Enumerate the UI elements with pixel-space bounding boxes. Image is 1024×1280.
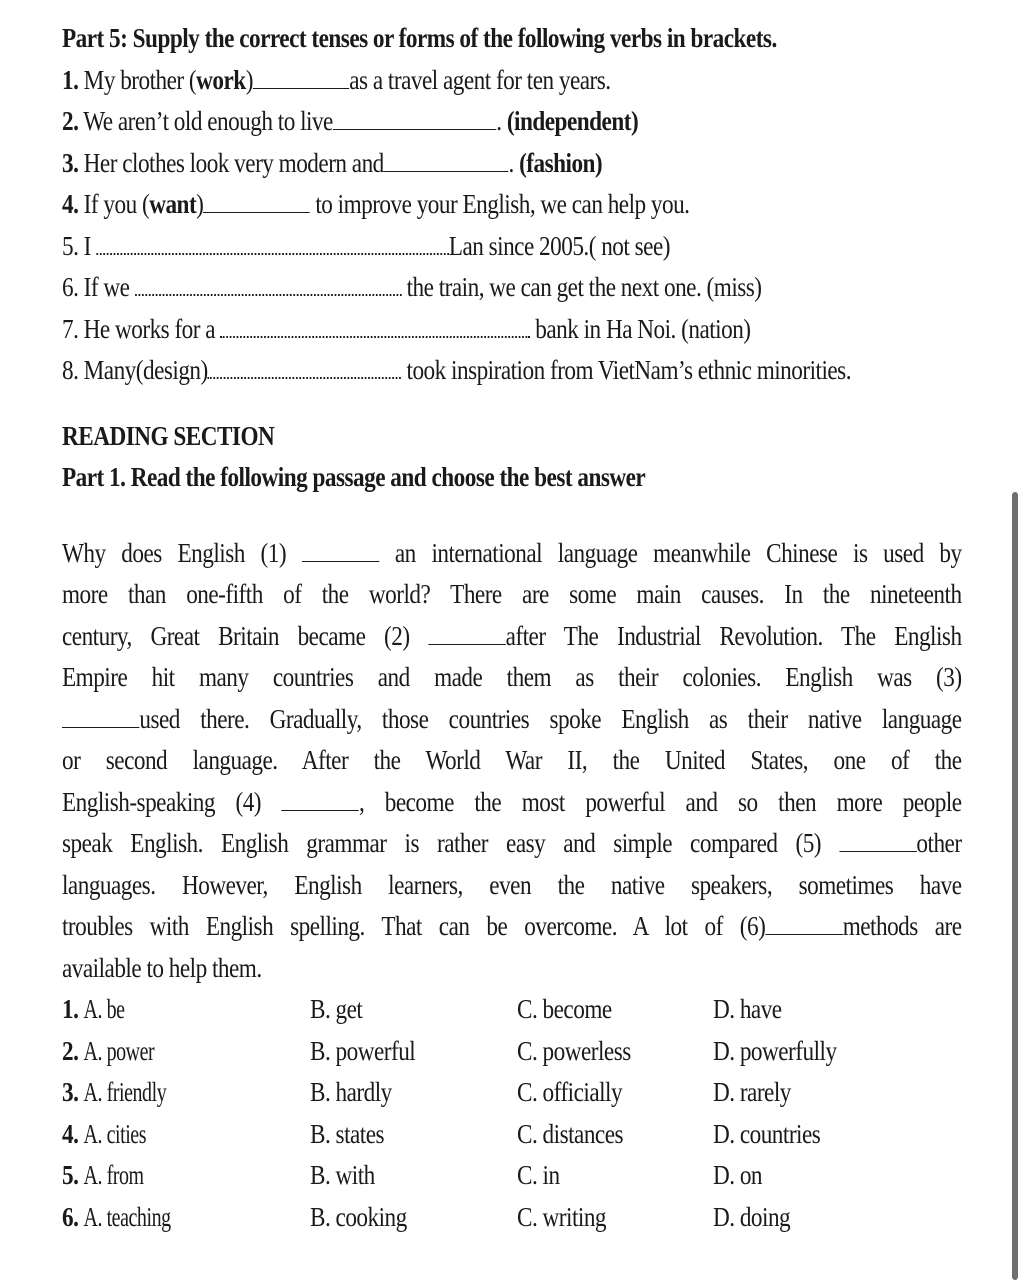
passage-blank-2[interactable] xyxy=(428,622,505,645)
option-b[interactable]: B. hardly xyxy=(310,1077,392,1107)
answer-blank[interactable] xyxy=(253,66,349,89)
verb-hint: want xyxy=(149,189,197,219)
passage-text: English-speaking (4) xyxy=(62,786,282,817)
answer-blank[interactable] xyxy=(333,107,496,130)
option-question xyxy=(62,989,131,1031)
answer-blank[interactable] xyxy=(203,190,310,213)
question-number: 6. xyxy=(62,1201,79,1232)
item-text: 6. If we xyxy=(62,272,135,302)
option-question xyxy=(62,1072,180,1114)
spacer xyxy=(62,392,962,416)
item-number: 4. xyxy=(62,189,79,219)
item-text: to improve your English, we can help you. xyxy=(310,189,690,219)
spacer xyxy=(62,499,962,533)
question-number: 5. xyxy=(62,1160,79,1190)
part5-item-6 xyxy=(62,267,836,309)
part5-title xyxy=(62,18,836,60)
part5-item-1 xyxy=(62,60,836,102)
passage-text: Why does English (1) xyxy=(62,537,302,568)
passage-text: speak English. English grammar is rather easy and simple compared (5) xyxy=(62,828,840,858)
part5-title-text: Part 5: Supply the correct tenses or forms of the following verbs in brackets. xyxy=(62,23,777,53)
part5-item-5 xyxy=(62,226,836,268)
option-c[interactable]: C. become xyxy=(517,994,612,1024)
option-c[interactable]: C. powerless xyxy=(517,1035,631,1066)
question-number: 1. xyxy=(62,994,79,1024)
option-c[interactable]: C. officially xyxy=(517,1077,623,1107)
passage-blank-4[interactable] xyxy=(282,788,359,811)
item-text: ) xyxy=(196,189,204,219)
passage-row xyxy=(62,948,962,990)
part5-item-2 xyxy=(62,101,836,143)
passage-text: used there. Gradually, those countries spoke English as their native language xyxy=(139,703,962,734)
option-question xyxy=(62,1155,154,1197)
passage-row xyxy=(62,740,962,782)
item-number: 3. xyxy=(62,147,79,178)
item-number: 2. xyxy=(62,106,79,136)
option-c[interactable]: C. distances xyxy=(517,1118,624,1149)
item-text: the train, we can get the next one. (miss) xyxy=(401,272,762,302)
option-a[interactable]: A. cities xyxy=(83,1118,147,1149)
option-b[interactable]: B. cooking xyxy=(310,1201,407,1232)
option-c[interactable]: C. writing xyxy=(517,1201,607,1232)
answer-dots[interactable] xyxy=(220,314,530,338)
option-a[interactable]: A. power xyxy=(83,1035,155,1066)
option-row-5 xyxy=(62,1155,962,1197)
item-text: as a travel agent for ten years. xyxy=(349,64,611,95)
option-d[interactable]: D. countries xyxy=(713,1118,821,1149)
answer-dots[interactable] xyxy=(208,355,402,379)
option-row-3 xyxy=(62,1072,962,1114)
option-d[interactable]: D. powerfully xyxy=(713,1035,837,1066)
option-a[interactable]: A. friendly xyxy=(83,1077,167,1107)
passage-text: other xyxy=(916,828,962,858)
passage-blank-1[interactable] xyxy=(302,539,379,562)
item-text: . xyxy=(508,147,520,178)
option-d[interactable]: D. have xyxy=(713,994,782,1024)
passage-text: more than one-fifth of the world? There are some main causes. In the nineteenth xyxy=(62,579,962,609)
option-a[interactable]: A. be xyxy=(83,994,125,1024)
option-a[interactable]: A. from xyxy=(83,1160,144,1190)
item-text: My brother ( xyxy=(78,64,197,95)
part5-item-3 xyxy=(62,143,836,185)
option-d[interactable]: D. rarely xyxy=(713,1077,791,1107)
verb-hint: (fashion) xyxy=(519,147,603,178)
option-b[interactable]: B. states xyxy=(310,1118,385,1149)
passage-text: methods are xyxy=(842,911,962,941)
option-b[interactable]: B. with xyxy=(310,1160,375,1190)
passage-blank-5[interactable] xyxy=(839,829,916,852)
reading-part1-title-text: Part 1. Read the following passage and choose the best answer xyxy=(62,462,646,492)
passage-text: after The Industrial Revolution. The English xyxy=(505,620,962,651)
option-row-1 xyxy=(62,989,962,1031)
option-question xyxy=(62,1197,185,1239)
passage-text: Empire hit many countries and made them as their colonies. English was (3) xyxy=(62,662,962,692)
item-text: 8. Many(design) xyxy=(62,355,208,385)
part5-item-8 xyxy=(62,350,851,392)
passage-row xyxy=(62,906,962,948)
question-number: 3. xyxy=(62,1077,79,1107)
passage-text: an international language meanwhile Chinese is used by xyxy=(379,537,962,568)
option-d[interactable]: D. on xyxy=(713,1160,763,1190)
item-number: 1. xyxy=(62,64,79,95)
passage-text: century, Great Britain became (2) xyxy=(62,620,429,651)
item-text: ) xyxy=(245,64,253,95)
option-b[interactable]: B. get xyxy=(310,994,363,1024)
passage-text: available to help them. xyxy=(62,952,262,983)
option-question xyxy=(62,1114,156,1156)
answer-dots[interactable] xyxy=(135,272,402,296)
passage-row xyxy=(62,657,962,699)
passage-text: troubles with English spelling. That can be overcome. A lot of (6) xyxy=(62,911,766,941)
question-number: 4. xyxy=(62,1118,79,1149)
item-text: 5. I xyxy=(62,230,97,261)
part5-item-4 xyxy=(62,184,836,226)
passage-row xyxy=(62,782,962,824)
reading-part1-title xyxy=(62,457,836,499)
passage-text: , become the most powerful and so then more people xyxy=(358,786,962,817)
item-text: Her clothes look very modern and xyxy=(78,147,384,178)
question-number: 2. xyxy=(62,1035,79,1066)
item-text: We aren’t old enough to live xyxy=(78,106,333,136)
item-text: bank in Ha Noi. (nation) xyxy=(529,313,751,344)
item-text: If you ( xyxy=(78,189,150,219)
option-a[interactable]: A. teaching xyxy=(83,1201,171,1232)
option-c[interactable]: C. in xyxy=(517,1160,560,1190)
passage-row xyxy=(62,533,962,575)
answer-dots[interactable] xyxy=(96,231,449,255)
passage-text: or second language. After the World War II, the United States, one of the xyxy=(62,745,962,775)
option-row-4 xyxy=(62,1114,962,1156)
worksheet-page xyxy=(62,18,962,1238)
item-text: took inspiration from VietNam’s ethnic minorities. xyxy=(401,355,851,385)
option-d[interactable]: D. doing xyxy=(713,1201,791,1232)
item-text: 7. He works for a xyxy=(62,313,221,344)
option-question xyxy=(62,1031,166,1073)
vertical-scrollbar[interactable] xyxy=(1012,492,1018,1280)
verb-hint: (independent) xyxy=(506,106,639,136)
passage-row xyxy=(62,699,962,741)
passage-blank-3[interactable] xyxy=(62,705,139,728)
option-row-6 xyxy=(62,1197,962,1239)
reading-passage xyxy=(62,533,962,990)
passage-blank-6[interactable] xyxy=(765,912,842,935)
answer-options xyxy=(62,989,962,1238)
answer-blank[interactable] xyxy=(384,149,509,172)
passage-row xyxy=(62,823,962,865)
passage-row xyxy=(62,574,962,616)
verb-hint: work xyxy=(196,64,246,95)
passage-row xyxy=(62,616,962,658)
part5-item-7 xyxy=(62,309,836,351)
passage-row xyxy=(62,865,962,907)
passage-text: languages. However, English learners, even the native speakers, sometimes have xyxy=(62,869,962,900)
item-text: Lan since 2005.( not see) xyxy=(448,230,670,261)
item-text: . xyxy=(496,106,507,136)
option-row-2 xyxy=(62,1031,962,1073)
reading-section-title xyxy=(62,416,836,458)
option-b[interactable]: B. powerful xyxy=(310,1035,416,1066)
reading-section-title-text: READING SECTION xyxy=(62,420,275,451)
